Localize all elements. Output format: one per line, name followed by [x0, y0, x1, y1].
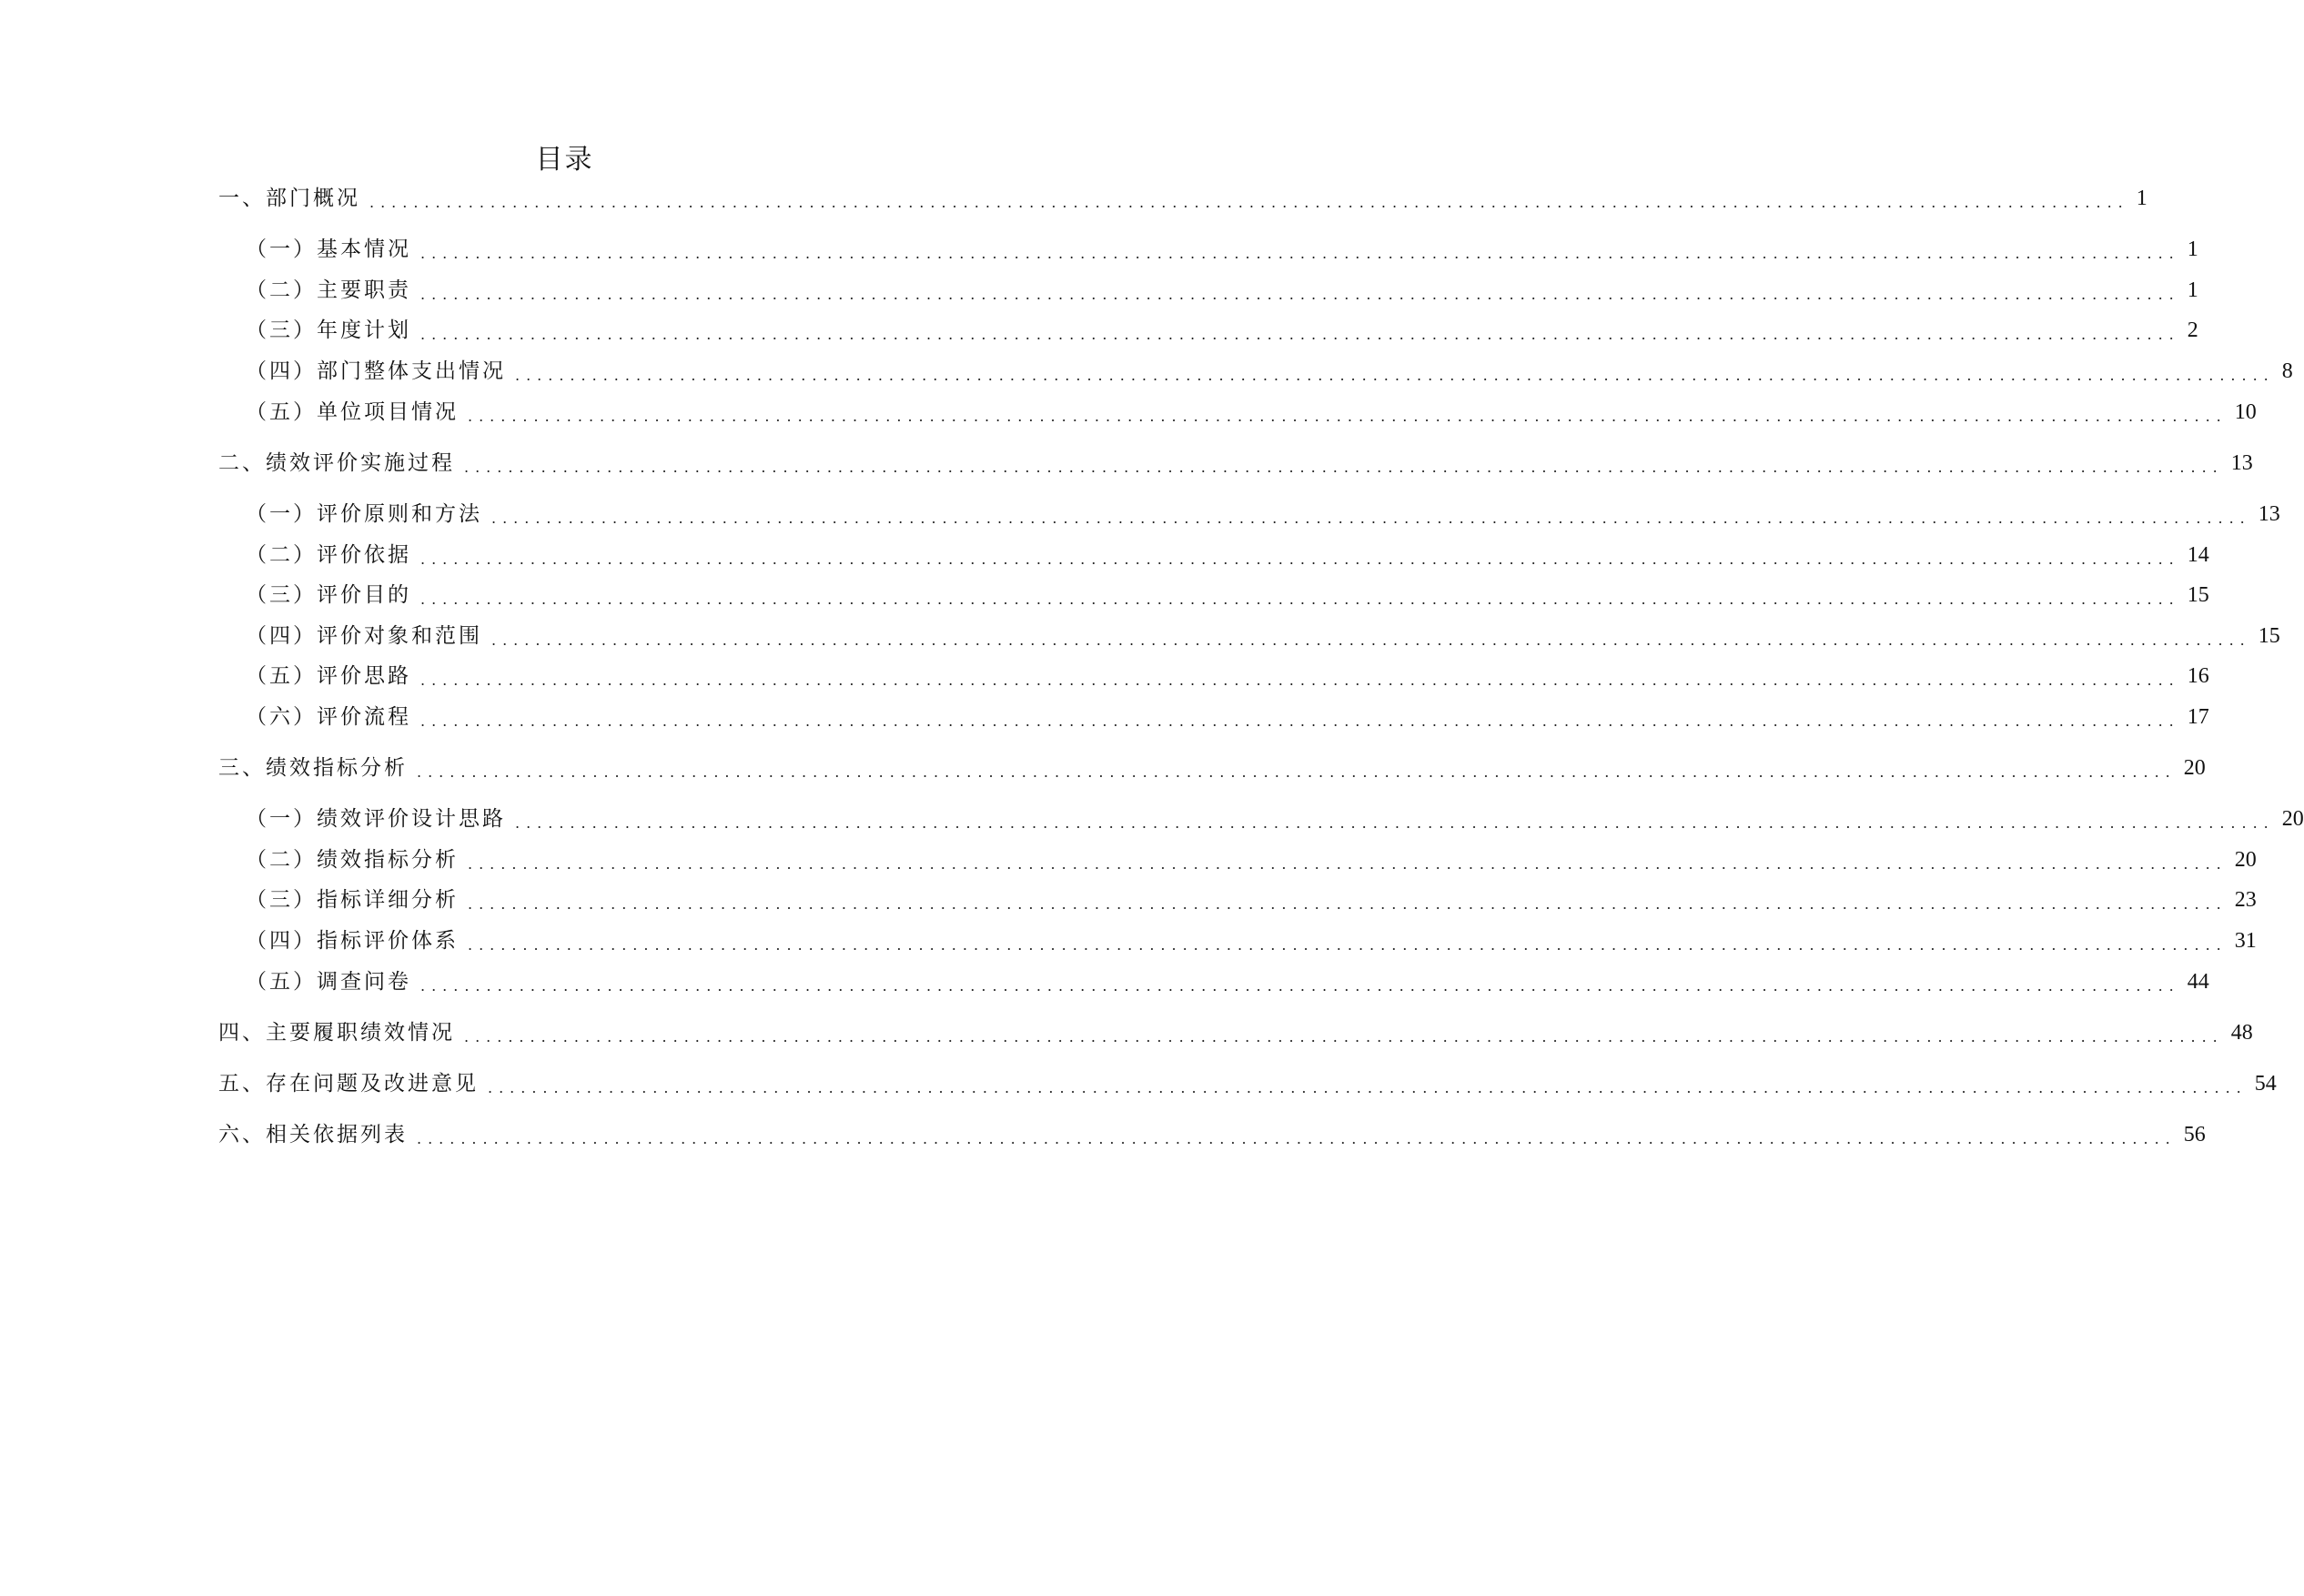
toc-page-number: 13	[2258, 502, 2280, 526]
toc-section-entry	[218, 182, 2147, 215]
page-title: 目录	[535, 144, 594, 176]
toc-page-number: 20	[2183, 756, 2206, 780]
toc-entry-label: （五）单位项目情况	[246, 400, 459, 424]
toc-entry-label: （二）绩效指标分析	[246, 848, 459, 872]
toc-section-entry	[218, 447, 2253, 480]
toc-page-number: 1	[2187, 237, 2198, 261]
toc-dot-leader: ................................................................................................................................................................	[468, 936, 2228, 954]
toc-subsection-entry	[246, 660, 2209, 692]
toc-entry-label: 二、绩效评价实施过程	[218, 451, 455, 475]
toc-entry-label: （一）评价原则和方法	[246, 502, 482, 526]
toc-page-number: 17	[2187, 705, 2209, 729]
toc-dot-leader: ................................................................................................................................................................	[464, 459, 2224, 476]
toc-page-number: 15	[2258, 624, 2280, 648]
toc-page-number: 2	[2187, 318, 2198, 342]
toc-page-number: 10	[2234, 400, 2257, 424]
toc-dot-leader: ................................................................................................................................................................	[468, 408, 2228, 425]
toc-entry-label: 四、主要履职绩效情况	[218, 1021, 455, 1045]
toc-page-number: 56	[2183, 1123, 2206, 1146]
toc-subsection-entry	[246, 579, 2209, 611]
toc-dot-leader: ................................................................................................................................................................	[488, 1079, 2248, 1096]
toc-dot-leader: ................................................................................................................................................................	[420, 245, 2180, 262]
toc-subsection-entry	[246, 274, 2198, 307]
toc-page-number: 48	[2230, 1021, 2253, 1045]
toc-dot-leader: ................................................................................................................................................................	[464, 1028, 2224, 1045]
toc-entry-label: （四）评价对象和范围	[246, 624, 482, 648]
toc-page-number: 20	[2281, 807, 2304, 831]
toc-subsection-entry	[246, 924, 2257, 957]
toc-entry-label: （一）基本情况	[246, 237, 411, 261]
toc-page-number: 20	[2234, 848, 2257, 872]
toc-dot-leader: ................................................................................................................................................................	[491, 631, 2251, 649]
toc-entry-label: （一）绩效评价设计思路	[246, 807, 506, 831]
toc-section-entry	[218, 1118, 2206, 1151]
toc-subsection-entry	[246, 233, 2198, 266]
toc-subsection-entry	[246, 701, 2209, 733]
toc-dot-leader: ................................................................................................................................................................	[420, 286, 2180, 303]
toc-section-entry	[218, 1016, 2253, 1049]
toc-subsection-entry	[246, 396, 2257, 429]
toc-dot-leader: ................................................................................................................................................................	[417, 1130, 2177, 1147]
toc-page-number: 1	[2187, 278, 2198, 302]
toc-subsection-entry	[246, 965, 2209, 998]
toc-subsection-entry	[246, 803, 2304, 835]
toc-page-number: 8	[2281, 359, 2293, 383]
toc-entry-label: （二）评价依据	[246, 543, 411, 567]
toc-dot-leader: ................................................................................................................................................................	[515, 367, 2275, 384]
toc-dot-leader: ................................................................................................................................................................	[417, 763, 2177, 781]
toc-dot-leader: ................................................................................................................................................................	[420, 672, 2180, 689]
toc-page-number: 15	[2187, 583, 2209, 607]
toc-entry-label: （六）评价流程	[246, 705, 411, 729]
toc-subsection-entry	[246, 314, 2198, 347]
toc-subsection-entry	[246, 355, 2293, 388]
toc-section-entry	[218, 1067, 2277, 1100]
toc-dot-leader: ................................................................................................................................................................	[515, 814, 2275, 832]
toc-dot-leader: ................................................................................................................................................................	[491, 510, 2251, 527]
toc-entry-label: （五）评价思路	[246, 664, 411, 688]
toc-page-number: 31	[2234, 929, 2257, 953]
toc-entry-label: 五、存在问题及改进意见	[218, 1072, 479, 1096]
toc-subsection-entry	[246, 843, 2257, 876]
toc-dot-leader: ................................................................................................................................................................	[420, 591, 2180, 608]
toc-entry-label: （四）指标评价体系	[246, 929, 459, 953]
toc-subsection-entry	[246, 884, 2257, 916]
toc-entry-label: （四）部门整体支出情况	[246, 359, 506, 383]
toc-dot-leader: ................................................................................................................................................................	[420, 977, 2180, 995]
toc-page-number: 16	[2187, 664, 2209, 688]
toc-dot-leader: ................................................................................................................................................................	[468, 855, 2228, 873]
toc-section-entry	[218, 752, 2206, 784]
toc-page-number: 14	[2187, 543, 2209, 567]
toc-entry-label: （三）评价目的	[246, 583, 411, 607]
toc-entry-label: 三、绩效指标分析	[218, 756, 408, 780]
toc-page-number: 54	[2254, 1072, 2277, 1096]
toc-entry-label: （三）指标详细分析	[246, 888, 459, 912]
toc-entry-label: 一、部门概况	[218, 187, 360, 210]
toc-entry-label: （五）调查问卷	[246, 970, 411, 994]
toc-page-number: 44	[2187, 970, 2209, 994]
toc-entry-label: （二）主要职责	[246, 278, 411, 302]
toc-subsection-entry	[246, 498, 2280, 530]
toc-page-number: 1	[2136, 187, 2147, 210]
toc-dot-leader: ................................................................................................................................................................	[369, 194, 2129, 211]
toc-dot-leader: ................................................................................................................................................................	[420, 551, 2180, 568]
toc-page-number: 13	[2230, 451, 2253, 475]
toc-entry-label: （三）年度计划	[246, 318, 411, 342]
toc-page-number: 23	[2234, 888, 2257, 912]
toc-subsection-entry	[246, 620, 2280, 652]
toc-dot-leader: ................................................................................................................................................................	[420, 326, 2180, 343]
toc-subsection-entry	[246, 539, 2209, 571]
toc-dot-leader: ................................................................................................................................................................	[420, 712, 2180, 730]
toc-dot-leader: ................................................................................................................................................................	[468, 895, 2228, 913]
toc-entry-label: 六、相关依据列表	[218, 1123, 408, 1146]
